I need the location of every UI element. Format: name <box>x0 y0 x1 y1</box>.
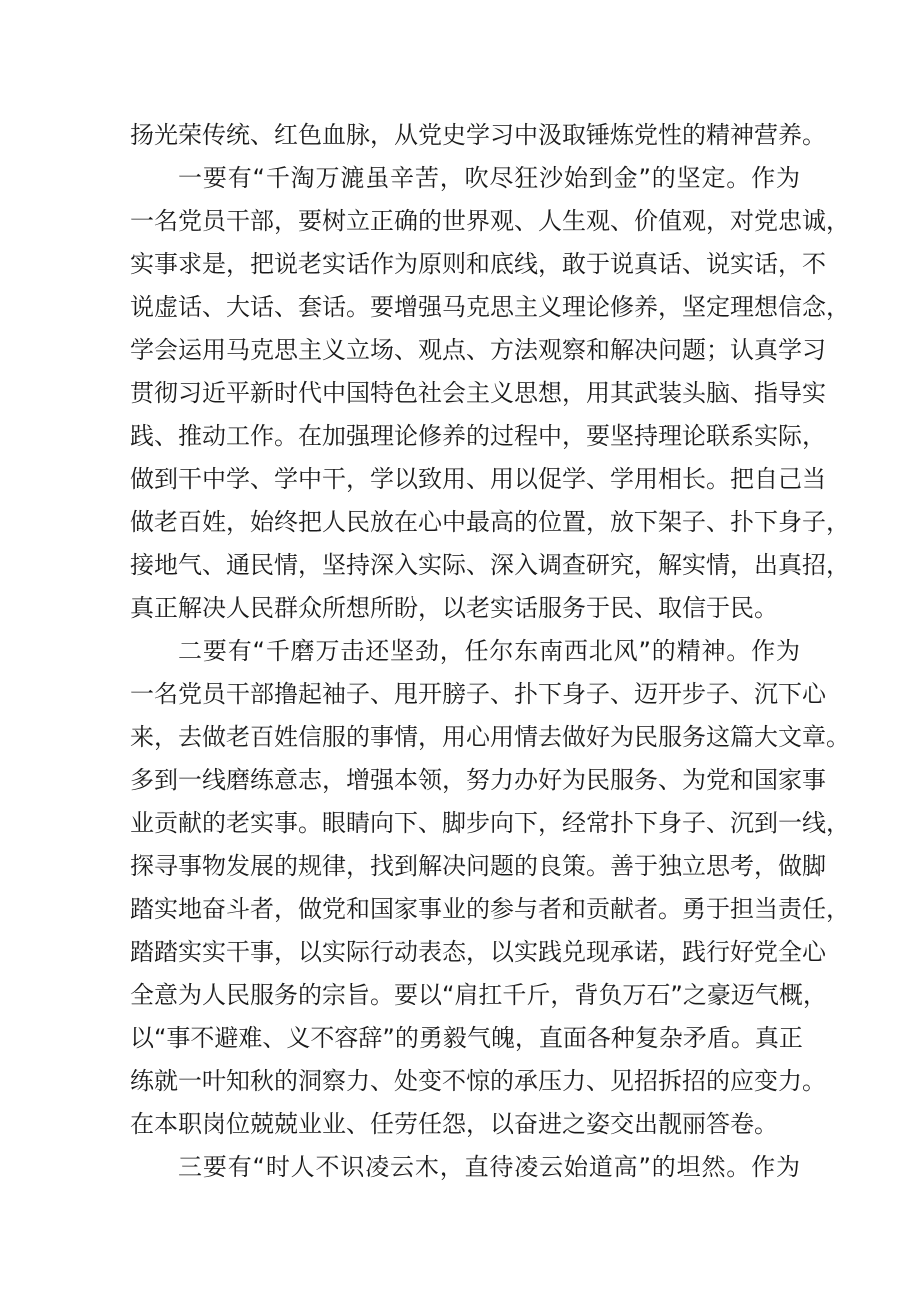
paragraph-first-point <box>130 157 850 630</box>
text-line: 一要有“千淘万漉虽辛苦，吹尽狂沙始到金”的坚定。作为 <box>178 164 800 192</box>
text-line: 全意为人民服务的宗旨。要以“肩扛千斤，背负万石”之豪迈气概， <box>130 981 827 1009</box>
text-line: 练就一叶知秋的洞察力、处变不惊的承压力、见招拆招的应变力。 <box>130 1067 826 1095</box>
text-line: 扬光荣传统、红色血脉，从党史学习中汲取锤炼党性的精神营养。 <box>130 121 826 149</box>
text-line: 多到一线磨练意志，增强本领，努力办好为民服务、为党和国家事 <box>130 766 826 794</box>
text-line: 一名党员干部，要树立正确的世界观、人生观、价值观，对党忠诚， <box>130 207 850 235</box>
paragraph-continuation <box>130 114 826 157</box>
text-line: 真正解决人民群众所想所盼，以老实话服务于民、取信于民。 <box>130 594 778 622</box>
text-line: 来，去做老百姓信服的事情，用心用情去做好为民服务这篇大文章。 <box>130 723 850 751</box>
text-line: 探寻事物发展的规律，找到解决问题的良策。善于独立思考，做脚 <box>130 852 826 880</box>
paragraph-second-point <box>130 630 850 1146</box>
text-line: 以“事不避难、义不容辞”的勇毅气魄，直面各种复杂矛盾。真正 <box>130 1024 803 1052</box>
text-line: 做老百姓，始终把人民放在心中最高的位置，放下架子、扑下身子， <box>130 508 850 536</box>
text-line: 实事求是，把说老实话作为原则和底线，敢于说真话、说实话，不 <box>130 250 826 278</box>
text-line: 业贡献的老实事。眼睛向下、脚步向下，经常扑下身子、沉到一线， <box>130 809 850 837</box>
text-line: 践、推动工作。在加强理论修养的过程中，要坚持理论联系实际， <box>130 422 826 450</box>
text-line: 踏实地奋斗者，做党和国家事业的参与者和贡献者。勇于担当责任， <box>130 895 850 923</box>
text-line: 学会运用马克思主义立场、观点、方法观察和解决问题；认真学习 <box>130 336 826 364</box>
text-line: 说虚话、大话、套话。要增强马克思主义理论修养，坚定理想信念， <box>130 293 850 321</box>
text-line: 贯彻习近平新时代中国特色社会主义思想，用其武装头脑、指导实 <box>130 379 826 407</box>
paragraph-third-point <box>130 1146 800 1189</box>
text-line: 接地气、通民情，坚持深入实际、深入调查研究，解实情，出真招， <box>130 551 850 579</box>
text-line: 踏踏实实干事，以实际行动表态，以实践兑现承诺，践行好党全心 <box>130 938 826 966</box>
text-line: 一名党员干部撸起袖子、甩开膀子、扑下身子、迈开步子、沉下心 <box>130 680 826 708</box>
text-line: 三要有“时人不识凌云木，直待凌云始道高”的坦然。作为 <box>178 1153 800 1181</box>
text-line: 在本职岗位兢兢业业、任劳任怨，以奋进之姿交出靓丽答卷。 <box>130 1110 778 1138</box>
text-line: 二要有“千磨万击还坚劲，任尔东南西北风”的精神。作为 <box>178 637 800 665</box>
text-line: 做到干中学、学中干，学以致用、用以促学、学用相长。把自己当 <box>130 465 826 493</box>
document-page <box>130 114 850 1189</box>
